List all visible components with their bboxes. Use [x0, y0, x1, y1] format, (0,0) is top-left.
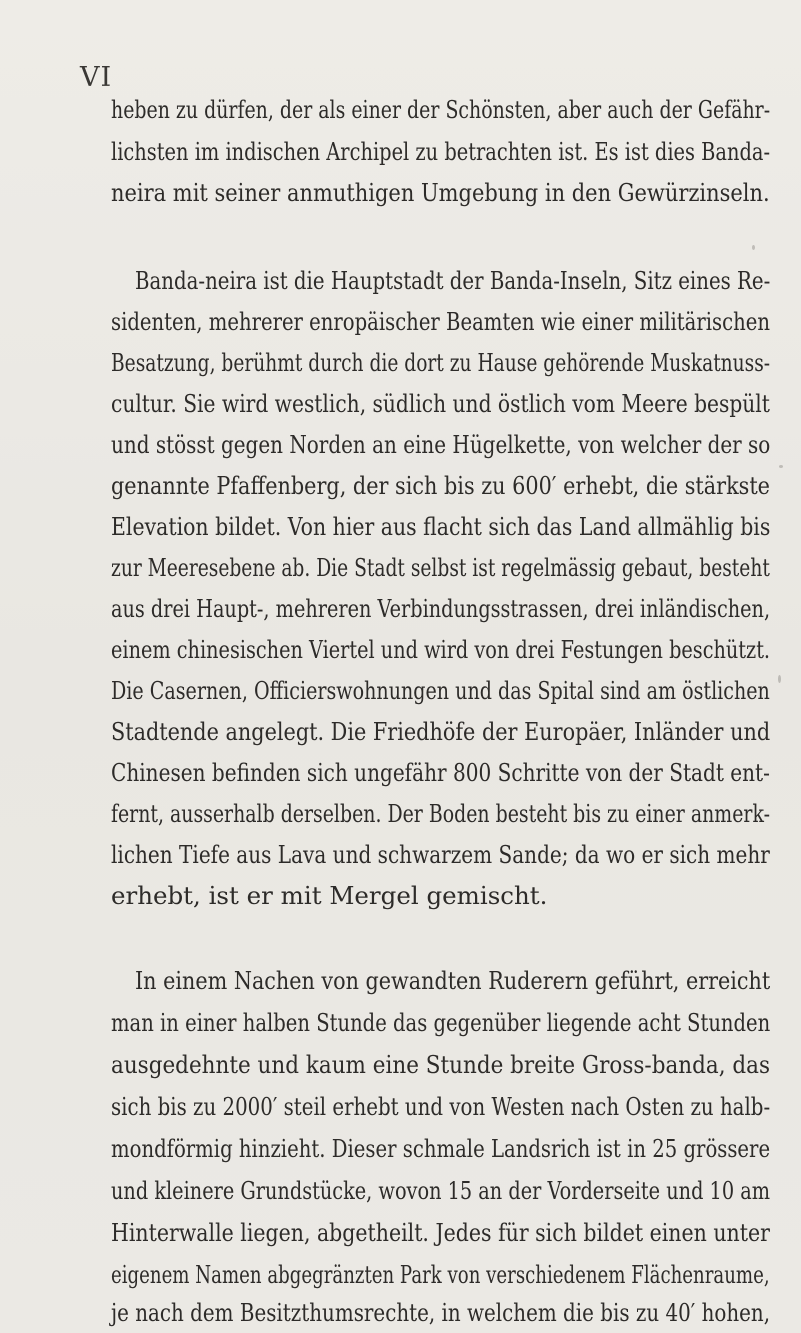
- text-line: Banda-neira ist die Hauptstadt der Banda-Inseln, Sitz eines Re-: [135, 266, 771, 295]
- text-line: aus drei Haupt-, mehreren Verbindungsstrassen, drei inländischen,: [111, 594, 771, 623]
- text-line: In einem Nachen von gewandten Ruderern geführt, erreicht: [135, 966, 771, 995]
- paper-speck: [778, 675, 781, 683]
- text-line: eigenem Namen abgegränzten Park von verschiedenem Flächenraume,: [111, 1260, 770, 1289]
- paper-speck: [779, 465, 783, 468]
- text-line: genannte Pfaffenberg, der sich bis zu 600′ erhebt, die stärkste: [111, 471, 770, 500]
- text-line: erhebt, ist er mit Mergel gemischt.: [111, 881, 548, 910]
- text-line: ausgedehnte und kaum eine Stunde breite Gross-banda, das: [111, 1050, 770, 1079]
- text-line: fernt, ausserhalb derselben. Der Boden besteht bis zu einer anmerk-: [111, 799, 770, 828]
- text-line: und stösst gegen Norden an eine Hügelkette, von welcher der so: [111, 430, 771, 459]
- text-line: neira mit seiner anmuthigen Umgebung in den Gewürzinseln.: [111, 178, 770, 207]
- paper-speck: [752, 245, 755, 250]
- text-line: einem chinesischen Viertel und wird von drei Festungen beschützt.: [111, 635, 771, 664]
- text-line: heben zu dürfen, der als einer der Schönsten, aber auch der Gefähr-: [111, 95, 771, 124]
- text-line: und kleinere Grundstücke, wovon 15 an der Vorderseite und 10 am: [111, 1176, 771, 1205]
- text-line: Hinterwalle liegen, abgetheilt. Jedes für sich bildet einen unter: [111, 1218, 770, 1247]
- text-line: Chinesen befinden sich ungefähr 800 Schritte von der Stadt ent-: [111, 758, 770, 787]
- text-line: man in einer halben Stunde das gegenüber liegende acht Stunden: [111, 1008, 771, 1037]
- text-line: lichsten im indischen Archipel zu betrachten ist. Es ist dies Banda-: [111, 137, 771, 166]
- text-line: Stadtende angelegt. Die Friedhöfe der Europäer, Inländer und: [111, 717, 771, 746]
- text-line: sidenten, mehrerer enropäischer Beamten wie einer militärischen: [111, 307, 770, 336]
- text-line: cultur. Sie wird westlich, südlich und östlich vom Meere bespült: [111, 389, 770, 418]
- text-line: mondförmig hinzieht. Dieser schmale Landsrich ist in 25 grössere: [111, 1134, 771, 1163]
- text-line: je nach dem Besitzthumsrechte, in welchem die bis zu 40′ hohen,: [111, 1298, 771, 1327]
- page-number: VI: [80, 62, 113, 93]
- text-line: Elevation bildet. Von hier aus flacht sich das Land allmählig bis: [111, 512, 771, 541]
- text-line: Besatzung, berühmt durch die dort zu Hause gehörende Muskatnuss-: [111, 348, 771, 377]
- text-line: lichen Tiefe aus Lava und schwarzem Sande; da wo er sich mehr: [111, 840, 770, 869]
- text-line: sich bis zu 2000′ steil erhebt und von Westen nach Osten zu halb-: [111, 1092, 771, 1121]
- text-line: zur Meeresebene ab. Die Stadt selbst ist regelmässig gebaut, besteht: [111, 553, 770, 582]
- text-line: Die Casernen, Officierswohnungen und das Spital sind am östlichen: [111, 676, 770, 705]
